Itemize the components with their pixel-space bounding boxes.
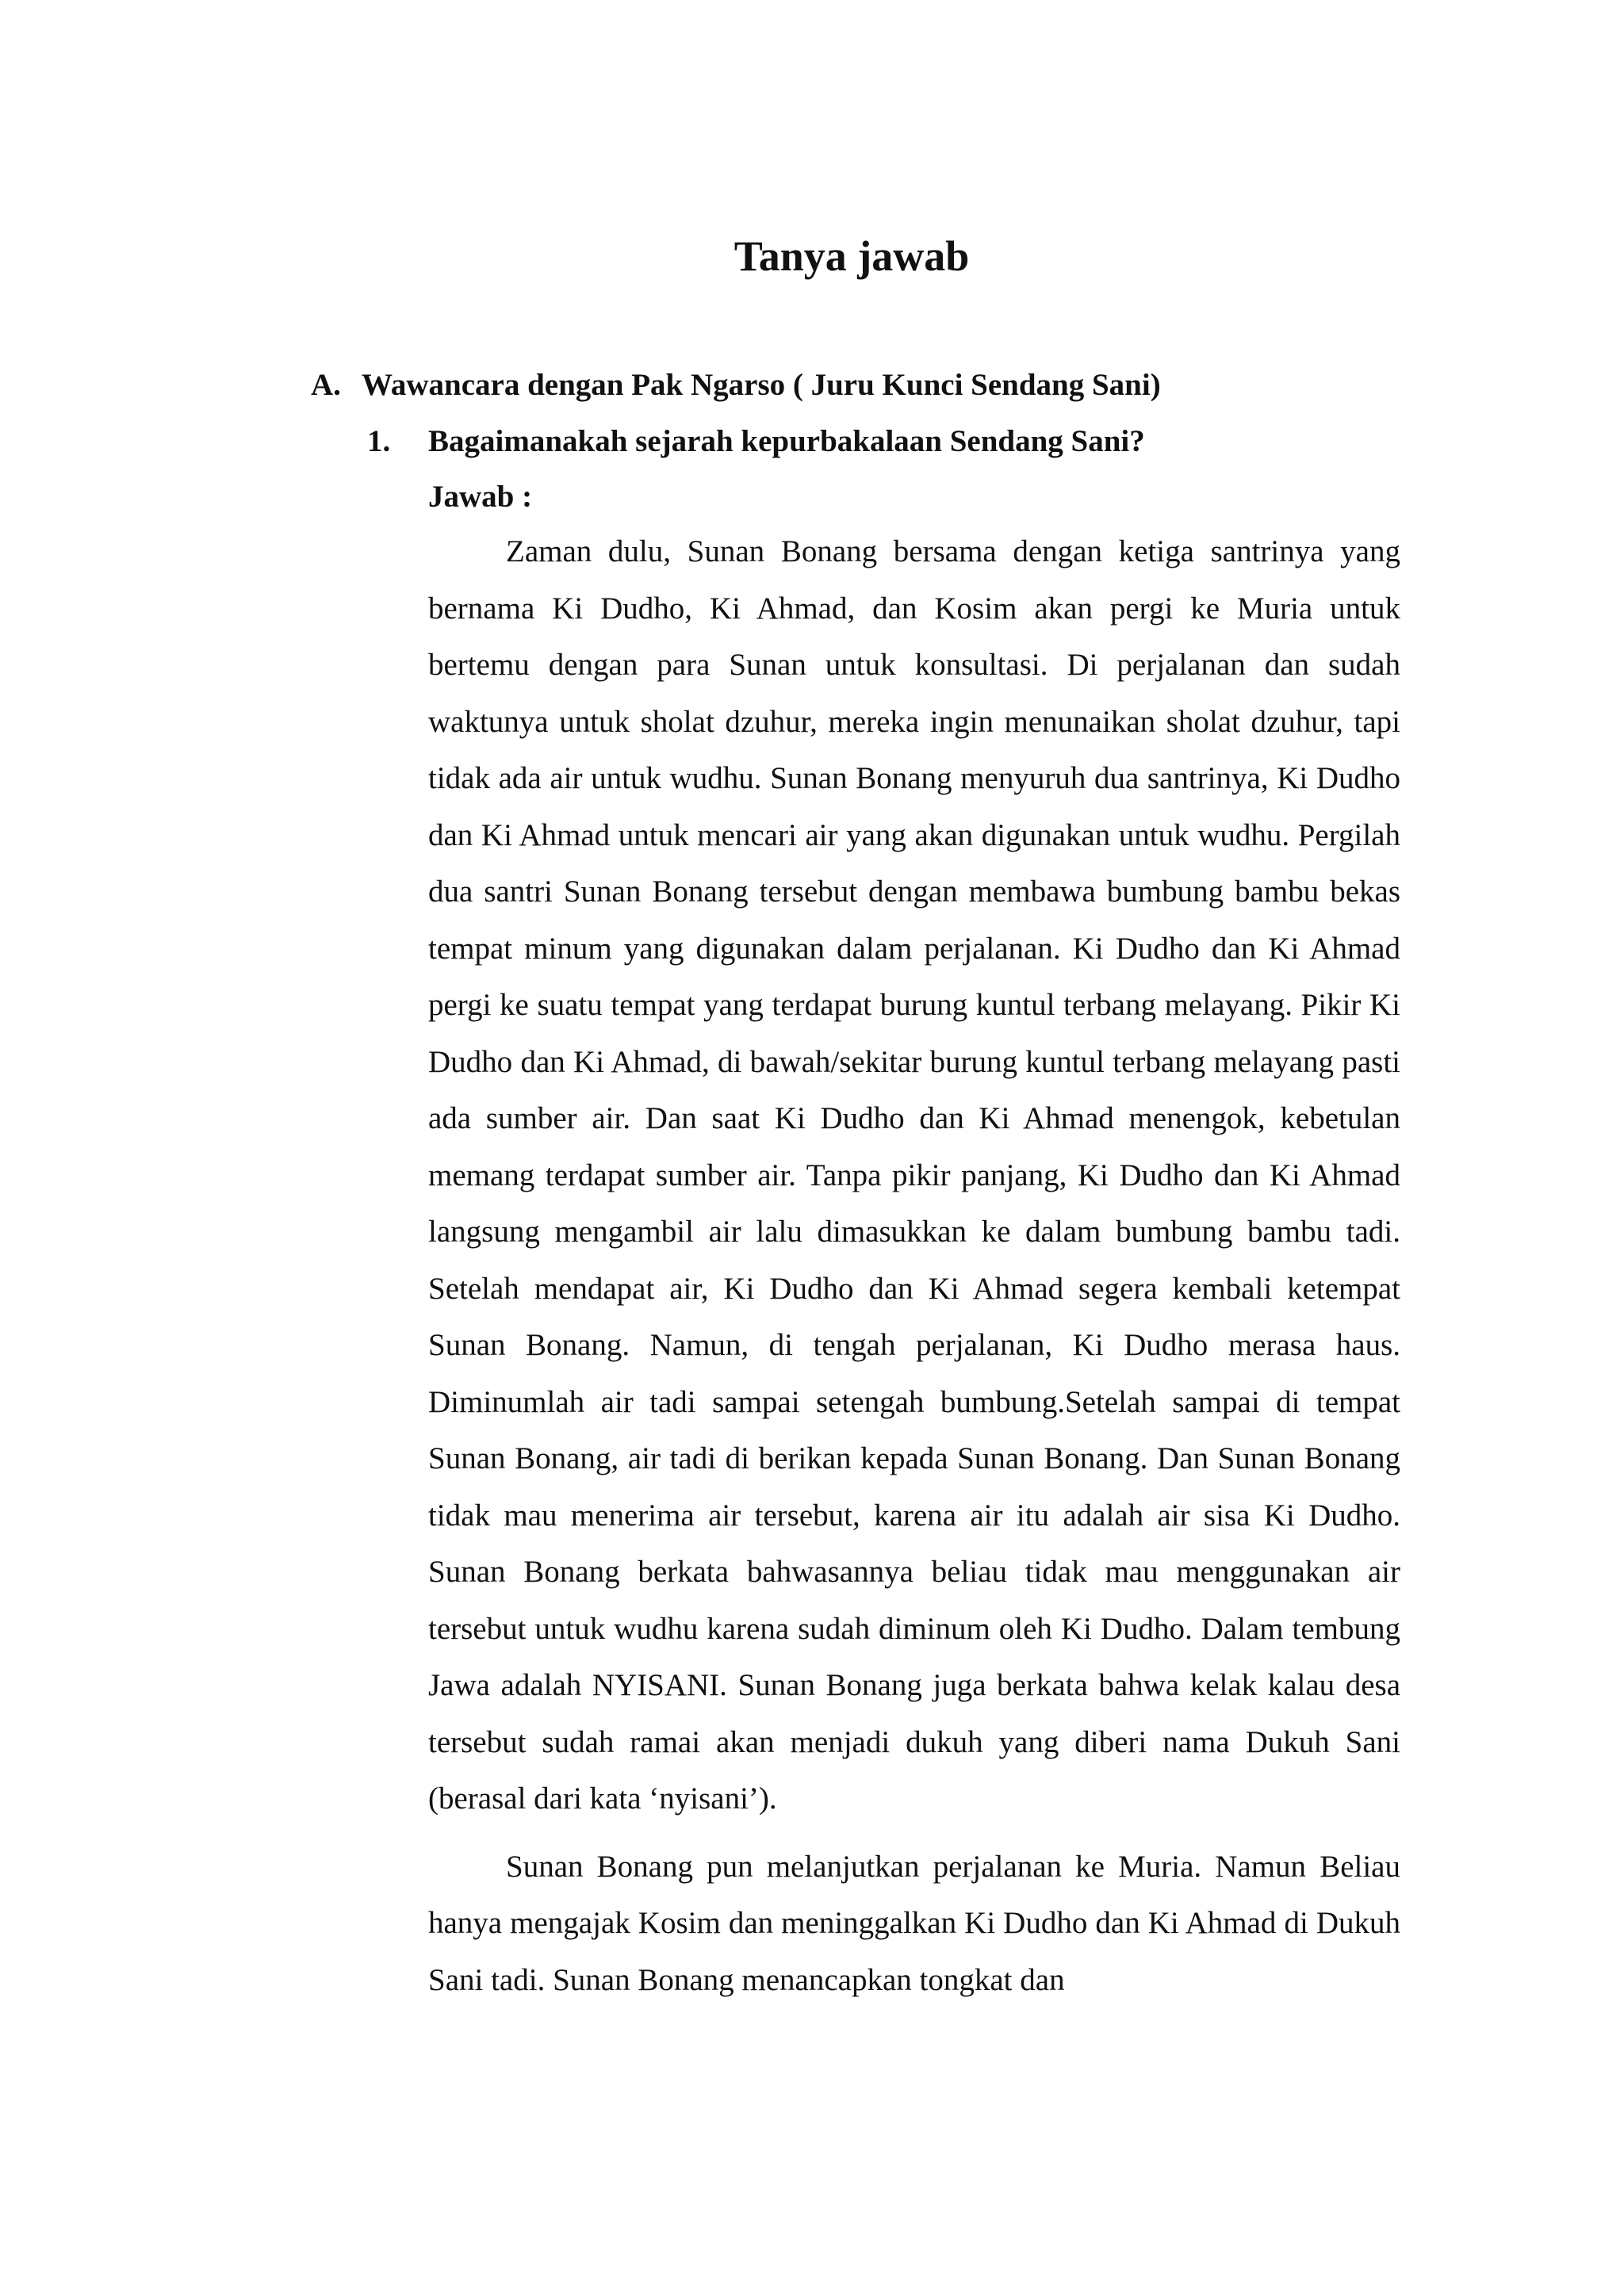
section-letter: A. bbox=[311, 368, 341, 402]
page-title: Tanya jawab bbox=[733, 232, 970, 280]
section-heading bbox=[311, 367, 1161, 403]
answer-body bbox=[428, 523, 1400, 2008]
answer-paragraph-1: Zaman dulu, Sunan Bonang bersama dengan ketiga santrinya yang bernama Ki Dudho, Ki Ahmad, dan Kosim akan pergi ke Muria untuk bertemu dengan para Sunan untuk konsultasi. Di perjalanan dan sudah waktunya untuk sholat dzuhur, mereka ingin menunaikan sholat dzuhur, tapi tidak ada air untuk wudhu. Sunan Bonang menyuruh dua santrinya, Ki Dudho dan Ki Ahmad untuk mencari air yang akan digunakan untuk wudhu. Pergilah dua santri Sunan Bonang tersebut dengan membawa bumbung bambu bekas tempat minum yang digunakan dalam perjalanan. Ki Dudho dan Ki Ahmad pergi ke suatu tempat yang terdapat burung kuntul terbang melayang. Pikir Ki Dudho dan Ki Ahmad, di bawah/sekitar burung kuntul terbang melayang pasti ada sumber air. Dan saat Ki Dudho dan Ki Ahmad menengok, kebetulan memang terdapat sumber air. Tanpa pikir panjang, Ki Dudho dan Ki Ahmad langsung mengambil air lalu dimasukkan ke dalam bumbung bambu tadi. Setelah mendapat air, Ki Dudho dan Ki Ahmad segera kembali ketempat Sunan Bonang. Namun, di tengah perjalanan, Ki Dudho merasa haus. Diminumlah air tadi sampai setengah bumbung.Setelah sampai di tempat Sunan Bonang, air tadi di berikan kepada Sunan Bonang. Dan Sunan Bonang tidak mau menerima air tersebut, karena air itu adalah air sisa Ki Dudho. Sunan Bonang berkata bahwasannya beliau tidak mau menggunakan air tersebut untuk wudhu karena sudah diminum oleh Ki Dudho. Dalam tembung Jawa adalah NYISANI. Sunan Bonang juga berkata bahwa kelak kalau desa tersebut sudah ramai akan menjadi dukuh yang diberi nama Dukuh Sani (berasal dari kata ‘nyisani’). bbox=[428, 534, 1400, 1816]
question-number: 1. bbox=[367, 424, 391, 458]
question-item bbox=[367, 423, 1145, 459]
question-text: Bagaimanakah sejarah kepurbakalaan Sendang Sani? bbox=[428, 424, 1145, 458]
section-heading-text: Wawancara dengan Pak Ngarso ( Juru Kunci Sendang Sani) bbox=[362, 368, 1161, 402]
answer-paragraph-2: Sunan Bonang pun melanjutkan perjalanan ke Muria. Namun Beliau hanya mengajak Kosim dan meninggalkan Ki Dudho dan Ki Ahmad di Dukuh Sani tadi. Sunan Bonang menancapkan tongkat dan bbox=[428, 1849, 1400, 1997]
answer-label: Jawab : bbox=[428, 480, 533, 514]
